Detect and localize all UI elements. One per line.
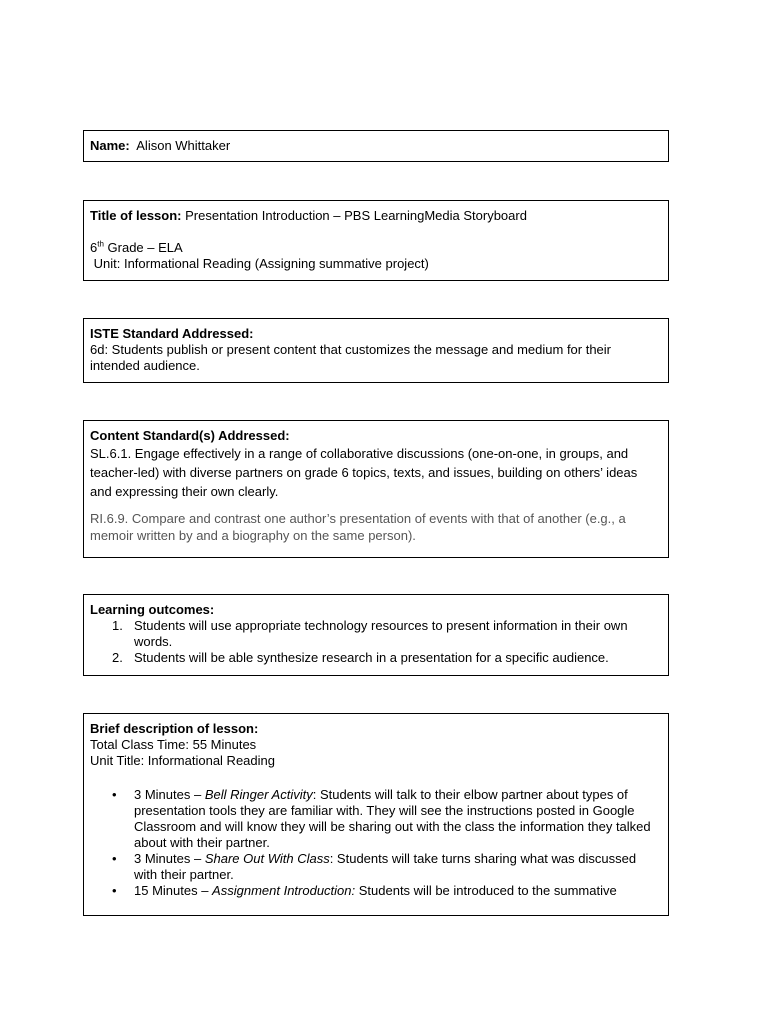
bullet-lead: 15 Minutes – (134, 883, 213, 898)
outcome-number: 1. (112, 618, 123, 633)
title-label: Title of lesson: (90, 208, 182, 223)
lesson-bullets (90, 785, 662, 899)
outcome-number: 2. (112, 650, 123, 665)
bullet-rest: : Students will talk to their elbow partner about types of presentation tools they are familiar with. They will see the instructions posted in Google Classroom and will know they will be sharing out with the class the information they talked about with their partner. (134, 787, 651, 850)
bullet-icon: • (112, 787, 117, 802)
bullet-lead: 3 Minutes – (134, 787, 205, 802)
outcome-item (90, 618, 662, 650)
iste-label: ISTE Standard Addressed: (90, 326, 254, 341)
bullet-rest: Students will be introduced to the summative (355, 883, 617, 898)
grade-text: Grade – ELA (103, 240, 183, 255)
iste-text: 6d: Students publish or present content that customizes the message and medium for their intended audience. (90, 342, 612, 373)
lesson-bullet-item (90, 851, 662, 883)
content-standards-section (83, 420, 669, 558)
brief-description-section (83, 713, 669, 916)
content-label: Content Standard(s) Addressed: (90, 428, 290, 443)
content-ri-standard: RI.6.9. Compare and contrast one author’s presentation of events with that of another (e.g., a memoir written by and a biography on the same person). (90, 511, 626, 543)
bullet-rest: : Students will take turns sharing what was discussed with their partner. (134, 851, 637, 882)
outcomes-list (90, 618, 662, 666)
outcome-item (90, 650, 662, 666)
unit-line: Unit: Informational Reading (Assigning summative project) (90, 256, 429, 271)
lesson-bullet-item (90, 883, 662, 899)
bullet-emphasis: Assignment Introduction: (212, 883, 356, 898)
outcome-text: Students will use appropriate technology resources to present information in their own words. (134, 618, 628, 649)
bullet-icon: • (112, 883, 117, 898)
bullet-lead: 3 Minutes – (134, 851, 205, 866)
lesson-bullet-item (90, 787, 662, 851)
class-time: Total Class Time: 55 Minutes (90, 737, 257, 752)
name-label: Name: (90, 138, 130, 153)
bullet-icon: • (112, 851, 117, 866)
content-sl-standard: SL.6.1. Engage effectively in a range of collaborative discussions (one-on-one, in groups, and teacher-led) with diverse partners on grade 6 topics, texts, and issues, building on others’ ideas and expressing their own clearly. (90, 446, 638, 499)
grade-line (90, 240, 662, 256)
outcome-text: Students will be able synthesize research in a presentation for a specific audience. (134, 650, 609, 665)
unit-title: Unit Title: Informational Reading (90, 753, 275, 768)
title-value: Presentation Introduction – PBS LearningMedia Storyboard (185, 208, 527, 223)
iste-section (83, 318, 669, 383)
grade-superscript: th (97, 239, 104, 249)
bullet-emphasis: Share Out With Class (204, 851, 330, 866)
grade-number: 6 (90, 240, 98, 255)
brief-label: Brief description of lesson: (90, 721, 259, 736)
bullet-emphasis: Bell Ringer Activity (204, 787, 313, 802)
name-section (83, 130, 669, 162)
title-section (83, 200, 669, 281)
outcomes-section (83, 594, 669, 676)
outcomes-label: Learning outcomes: (90, 602, 215, 617)
name-value: Alison Whittaker (136, 138, 231, 153)
